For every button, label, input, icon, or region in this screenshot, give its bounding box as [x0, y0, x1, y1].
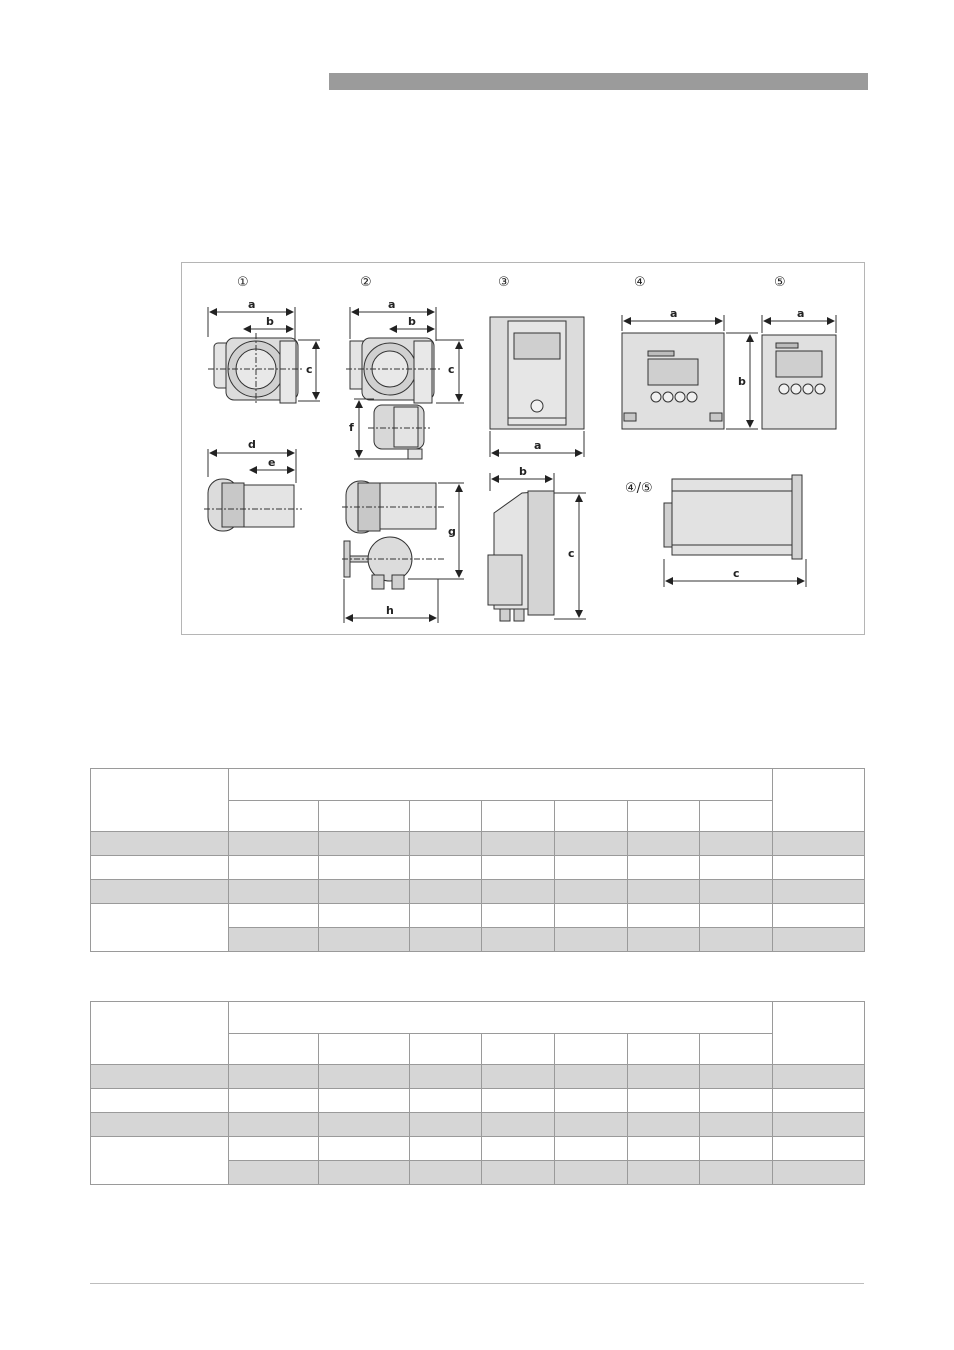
- dim-label-4-b: b: [738, 375, 746, 388]
- table-subheader-cell: [700, 801, 773, 832]
- variant-marker-4: ④: [634, 275, 646, 290]
- table-row: [91, 1113, 865, 1137]
- table-header-cell: [773, 1002, 865, 1065]
- table-subheader-cell: [410, 1034, 482, 1065]
- dimension-figure: [181, 262, 865, 635]
- dim-label-1-d: d: [248, 438, 256, 451]
- dim-label-1-a: a: [248, 298, 256, 311]
- table-subheader-cell: [319, 801, 410, 832]
- variant-marker-45: ④/⑤: [625, 481, 653, 496]
- table-row: [91, 1137, 865, 1161]
- variant-marker-2: ②: [360, 275, 372, 290]
- dim-label-1-c: c: [306, 363, 313, 376]
- table-header-cell: [229, 1002, 773, 1034]
- drawing-variant-4-5: [622, 315, 836, 587]
- table-subheader-cell: [628, 1034, 700, 1065]
- dim-label-2-b: b: [408, 315, 416, 328]
- table-subheader-cell: [319, 1034, 410, 1065]
- dim-label-45-c: c: [733, 567, 740, 580]
- table-header-cell: [91, 1002, 229, 1065]
- table-row: [91, 1089, 865, 1113]
- dim-label-5-a: a: [797, 307, 805, 320]
- dim-label-4-a: a: [670, 307, 678, 320]
- table-subheader-cell: [482, 1034, 555, 1065]
- dim-label-3-b: b: [519, 465, 527, 478]
- variant-marker-5: ⑤: [774, 275, 786, 290]
- dimension-drawings: [182, 263, 866, 636]
- dim-label-1-e: e: [268, 456, 276, 469]
- dim-label-2-c: c: [448, 363, 455, 376]
- table-subheader-cell: [229, 1034, 319, 1065]
- dimensions-table-1: [90, 768, 865, 952]
- table-row: [91, 856, 865, 880]
- dim-label-3-c: c: [568, 547, 575, 560]
- variant-marker-1: ①: [237, 275, 249, 290]
- table-subheader-cell: [555, 801, 628, 832]
- dim-label-2-f: f: [349, 421, 354, 434]
- footer-rule: [90, 1283, 864, 1284]
- table-subheader-cell: [410, 801, 482, 832]
- drawing-variant-3: [488, 317, 586, 621]
- table-subheader-cell: [482, 801, 555, 832]
- drawing-variant-1: [204, 307, 320, 531]
- table-header-cell: [229, 769, 773, 801]
- dim-label-3-a: a: [534, 439, 542, 452]
- table-subheader-cell: [628, 801, 700, 832]
- table-header-cell: [773, 769, 865, 832]
- drawing-variant-2: [342, 307, 464, 623]
- table-subheader-cell: [700, 1034, 773, 1065]
- table-subheader-cell: [229, 801, 319, 832]
- table-row: [91, 880, 865, 904]
- dim-label-2-h: h: [386, 604, 394, 617]
- dimensions-table-2: [90, 1001, 865, 1185]
- table-row: [91, 832, 865, 856]
- table-row: [91, 904, 865, 928]
- table-row: [91, 1065, 865, 1089]
- table-subheader-cell: [555, 1034, 628, 1065]
- dim-label-1-b: b: [266, 315, 274, 328]
- dim-label-2-a: a: [388, 298, 396, 311]
- dim-label-2-g: g: [448, 525, 456, 538]
- variant-marker-3: ③: [498, 275, 510, 290]
- table-header-cell: [91, 769, 229, 832]
- header-bar: [329, 73, 868, 90]
